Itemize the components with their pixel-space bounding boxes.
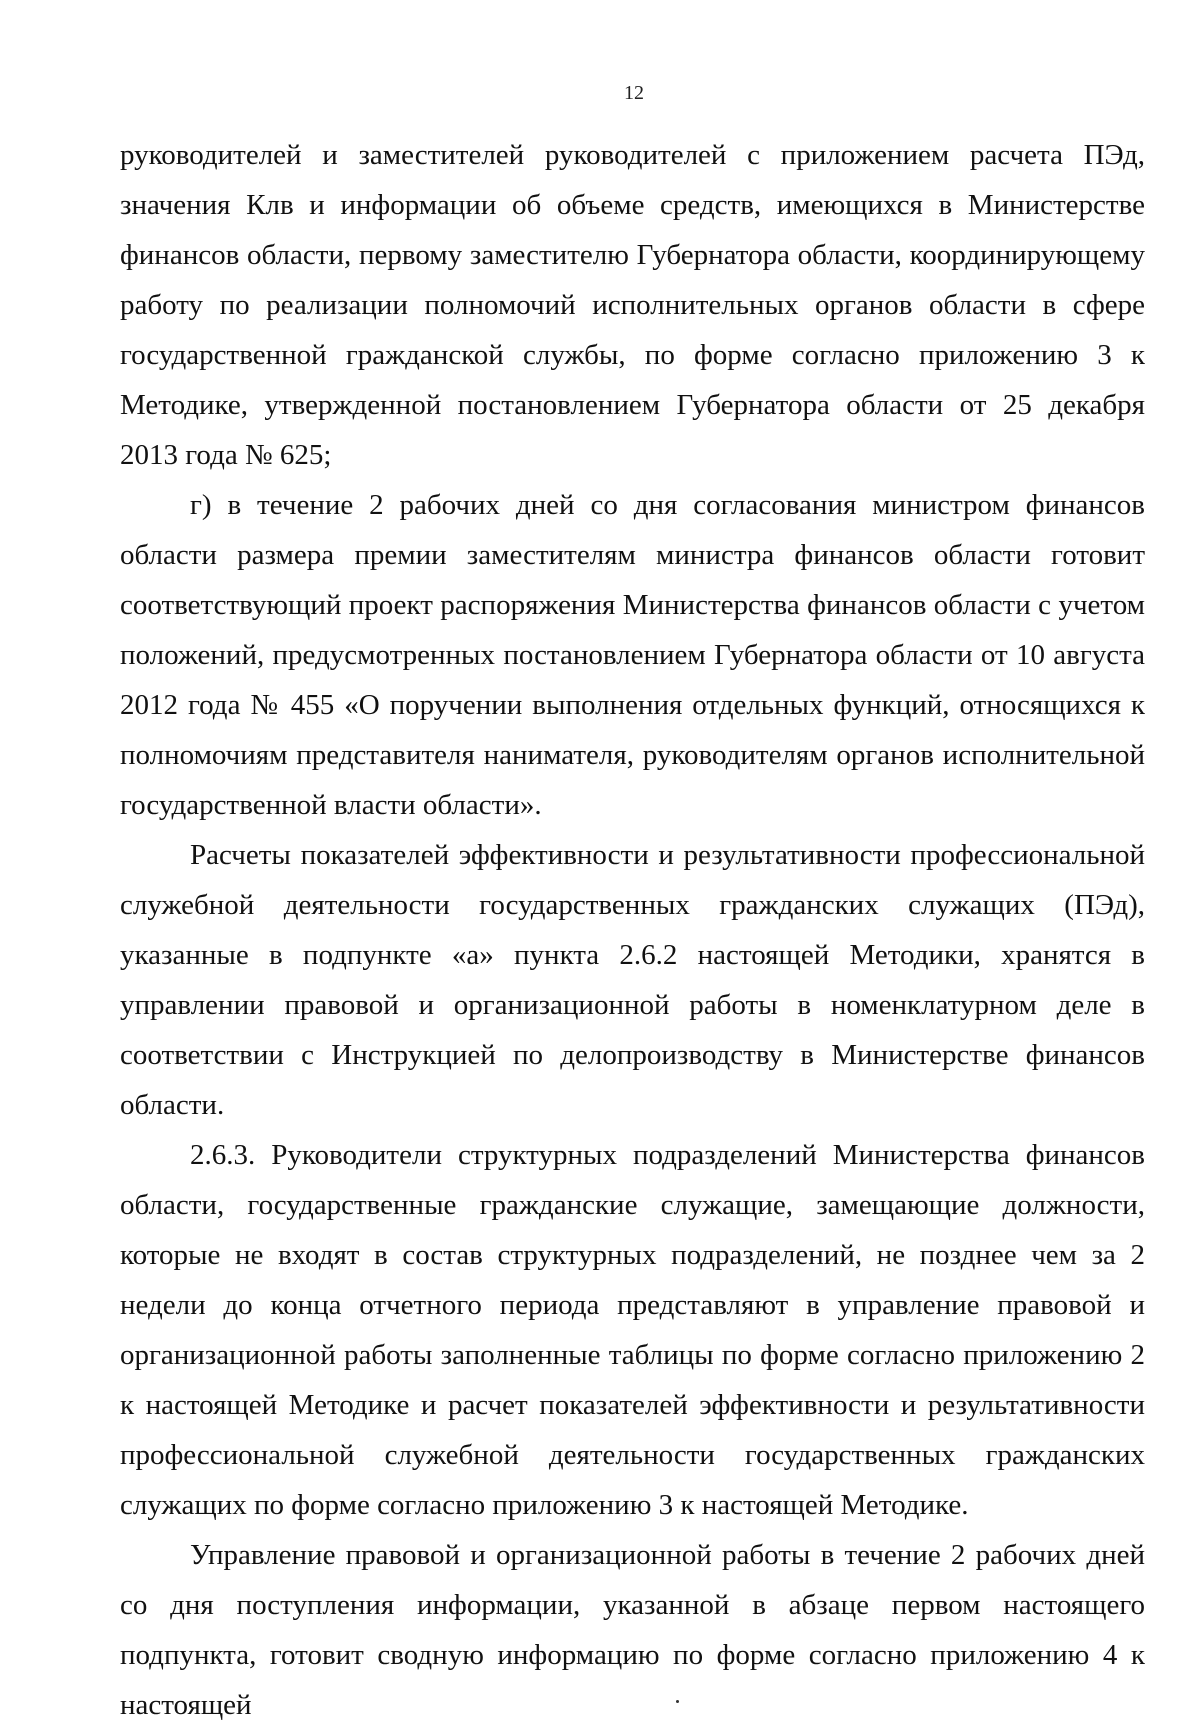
- paragraph-item-g: г) в течение 2 рабочих дней со дня согласования министром финансов области размера премии заместителям министра финансов области готовит соответствующий проект распоряжения Министерства финансов области с учетом положений, предусмотренных постановлением Губернатора области от 10 августа 2012 года № 455 «О поручении выполнения отдельных функций, относящихся к полномочиям представителя нанимателя, руководителям органов исполнительной государственной власти области».: [120, 489, 1145, 821]
- paragraph-legal-department: Управление правовой и организационной работы в течение 2 рабочих дней со дня поступления информации, указанной в абзаце первом настоящего подпункта, готовит сводную информацию по форме согласно приложению 4 к настоящей: [120, 1539, 1145, 1721]
- paragraph-2-6-3: 2.6.3. Руководители структурных подразделений Министерства финансов области, государственные гражданские служащие, замещающие должности, которые не входят в состав структурных подразделений, не позднее чем за 2 недели до конца отчетного периода представляют в управление правовой и организационной работы заполненные таблицы по форме согласно приложению 2 к настоящей Методике и расчет показателей эффективности и результативности профессиональной служебной деятельности государственных гражданских служащих по форме согласно приложению 3 к настоящей Методике.: [120, 1139, 1145, 1521]
- paragraph-continuation: руководителей и заместителей руководителей с приложением расчета ПЭд, значения Клв и информации об объеме средств, имеющихся в Министерстве финансов области, первому заместителю Губернатора области, координирующему работу по реализации полномочий исполнительных органов области в сфере государственной гражданской службы, по форме согласно приложению 3 к Методике, утвержденной постановлением Губернатора области от 25 декабря 2013 года № 625;: [120, 139, 1145, 471]
- page-number: 12: [624, 82, 644, 104]
- document-body: [120, 130, 1145, 1730]
- scan-dot-mark: [676, 1700, 679, 1703]
- paragraph-calculations-storage: Расчеты показателей эффективности и результативности профессиональной служебной деятельности государственных гражданских служащих (ПЭд), указанные в подпункте «а» пункта 2.6.2 настоящей Методики, хранятся в управлении правовой и организационной работы в номенклатурном деле в соответствии с Инструкцией по делопроизводству в Министерстве финансов области.: [120, 839, 1145, 1121]
